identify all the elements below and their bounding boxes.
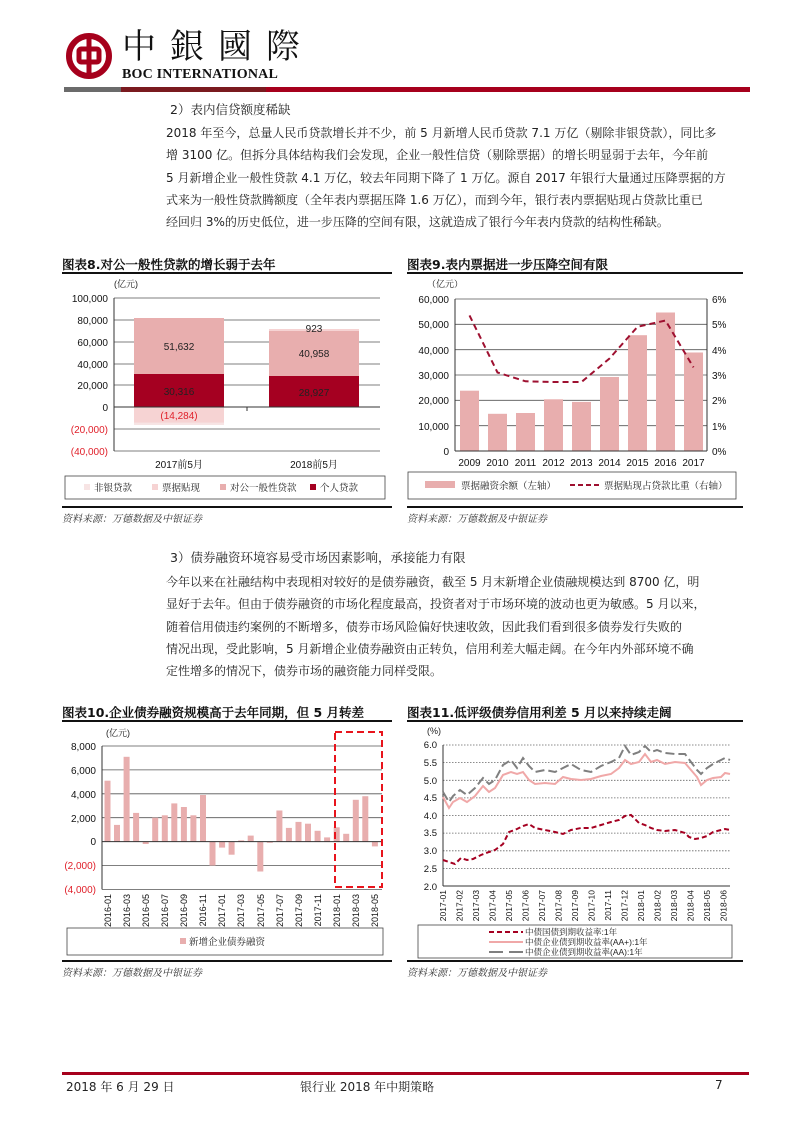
chart-10-unit: (亿元) bbox=[106, 728, 130, 738]
chart-8-plot bbox=[62, 274, 392, 506]
y-tick-left: 30,000 bbox=[418, 371, 449, 382]
legend-label: 票据贴现 bbox=[162, 483, 201, 494]
paragraph-line: 情况出现，受此影响，5 月新增企业债券融资由正转负，信用利差大幅走阔。在今年内外部环境不确 bbox=[166, 641, 694, 656]
x-tick: 2017-01 bbox=[438, 890, 448, 922]
x-tick: 2015 bbox=[626, 458, 649, 469]
y-tick: 6,000 bbox=[70, 766, 96, 777]
x-tick: 2017-01 bbox=[217, 894, 227, 928]
chart-10-plot bbox=[62, 722, 392, 962]
logo-chinese-name: 中銀國際 bbox=[122, 27, 314, 67]
y-tick: (4,000) bbox=[64, 885, 96, 896]
y-tick: 2.5 bbox=[423, 864, 437, 875]
x-tick: 2018-05 bbox=[702, 890, 712, 922]
x-tick: 2017 bbox=[682, 458, 705, 469]
x-tick: 2010 bbox=[486, 458, 509, 469]
x-tick: 2017-07 bbox=[537, 890, 547, 922]
x-tick: 2017-08 bbox=[553, 890, 564, 922]
x-tick: 2012 bbox=[542, 458, 565, 469]
y-tick: 4,000 bbox=[70, 790, 96, 801]
y-tick: 3.5 bbox=[423, 828, 437, 839]
x-tick: 2018-06 bbox=[718, 890, 729, 922]
boc-logo-icon bbox=[66, 33, 112, 79]
y-tick: 80,000 bbox=[77, 316, 108, 327]
paragraph-line: 式来为一般性贷款腾额度（全年表内票据压降 1.6 万亿），而到今年，银行表内票据贴现占贷款比重已 bbox=[166, 192, 703, 207]
chart-9-unit: （亿元） bbox=[427, 279, 464, 289]
y-tick: 60,000 bbox=[77, 338, 108, 349]
x-tick: 2017-03 bbox=[236, 894, 246, 928]
y-tick-left: 60,000 bbox=[418, 295, 449, 306]
x-tick: 2017-05 bbox=[256, 894, 266, 928]
y-tick: (2,000) bbox=[64, 861, 96, 872]
section-heading-3: 3）债券融资环境容易受市场因素影响，承接能力有限 bbox=[170, 550, 466, 565]
paragraph-line: 定性增多的情况下，债券市场的融资能力同样受限。 bbox=[166, 664, 443, 679]
chart-10-title: 图表10.企业债券融资规模高于去年同期，但 5 月转差 bbox=[62, 705, 365, 720]
y-tick: 5.0 bbox=[423, 776, 437, 787]
y-tick-left: 10,000 bbox=[418, 422, 449, 433]
x-tick: 2017-02 bbox=[454, 890, 465, 922]
y-tick: 4.0 bbox=[423, 811, 437, 822]
logo-english-name: BOC INTERNATIONAL bbox=[122, 67, 278, 82]
x-tick: 2017-06 bbox=[520, 890, 531, 922]
header-bar-red bbox=[266, 87, 750, 92]
y-tick-right: 0% bbox=[712, 447, 727, 458]
paragraph-line: 随着信用债违约案例的不断增多，债券市场风险偏好快速收敛，因此我们看到很多债券发行失败的 bbox=[166, 619, 683, 634]
x-tick: 2013 bbox=[570, 458, 593, 469]
page-number: 7 bbox=[715, 1078, 723, 1092]
y-tick-right: 1% bbox=[712, 422, 727, 433]
section-2-paragraph bbox=[166, 122, 742, 233]
y-tick: 20,000 bbox=[77, 381, 108, 392]
chart-9-bottom-rule bbox=[407, 506, 743, 508]
x-tick: 2017前5月 bbox=[155, 460, 203, 471]
header-bar-dark-red bbox=[121, 87, 266, 92]
y-tick: 3.0 bbox=[423, 846, 437, 857]
legend-label: 个人贷款 bbox=[320, 483, 359, 494]
chart-8-bottom-rule bbox=[62, 506, 392, 508]
x-tick: 2016-09 bbox=[179, 894, 189, 928]
x-tick: 2018前5月 bbox=[290, 460, 338, 471]
x-tick: 2014 bbox=[598, 458, 621, 469]
legend-label: 非银贷款 bbox=[94, 483, 133, 494]
x-tick: 2017-05 bbox=[504, 890, 514, 922]
section-3-paragraph bbox=[166, 571, 742, 682]
footer-rule bbox=[62, 1072, 749, 1075]
x-tick: 2017-03 bbox=[471, 890, 481, 922]
chart-10-bottom-rule bbox=[62, 960, 392, 962]
bar-label: 923 bbox=[305, 324, 323, 335]
y-tick-left: 20,000 bbox=[418, 396, 449, 407]
footer-date: 2018 年 6 月 29 日 bbox=[66, 1080, 175, 1094]
header-bar-gray bbox=[64, 87, 121, 92]
section-heading-2: 2）表内信贷额度稀缺 bbox=[170, 102, 291, 117]
x-tick: 2016-01 bbox=[103, 894, 113, 928]
chart-9-plot bbox=[405, 274, 741, 506]
x-tick: 2018-05 bbox=[370, 894, 380, 928]
legend-label: 票据融资余额（左轴） bbox=[461, 481, 557, 492]
y-tick-right: 2% bbox=[712, 396, 727, 407]
x-tick: 2017-12 bbox=[619, 890, 630, 922]
legend-label: 中债企业债到期收益率(AA):1年 bbox=[525, 947, 643, 957]
x-tick: 2017-09 bbox=[294, 894, 304, 928]
chart-8-unit: (亿元) bbox=[114, 279, 138, 289]
chart-11-source: 资料来源：万德数据及中银证券 bbox=[407, 968, 547, 979]
paragraph-line: 今年以来在社融结构中表现相对较好的是债券融资，截至 5 月末新增企业债融规模达到 8700 亿，明 bbox=[166, 575, 700, 589]
chart-8-title: 图表8.对公一般性贷款的增长弱于去年 bbox=[62, 257, 276, 272]
y-tick-right: 4% bbox=[712, 346, 727, 357]
y-tick: (20,000) bbox=[70, 425, 108, 436]
legend-label: 中债国债到期收益率:1年 bbox=[525, 927, 618, 937]
paragraph-line: 经回归 3%的历史低位，进一步压降的空间有限，这就造成了银行今年表内贷款的结构性稀缺。 bbox=[166, 215, 669, 230]
y-tick: 0 bbox=[102, 403, 108, 414]
x-tick: 2017-09 bbox=[570, 890, 580, 922]
x-tick: 2018-01 bbox=[636, 890, 646, 922]
chart-10-source: 资料来源：万德数据及中银证券 bbox=[62, 968, 202, 979]
chart-11-bottom-rule bbox=[407, 960, 743, 962]
x-tick: 2017-04 bbox=[487, 890, 498, 922]
legend-label: 新增企业债券融资 bbox=[189, 937, 266, 948]
legend-label: 中债企业债到期收益率(AA+):1年 bbox=[525, 937, 648, 947]
paragraph-line: 5 月新增企业一般性贷款 4.1 万亿，较去年同期下降了 1 万亿。源自 2017 年银行大量通过压降票据的方 bbox=[166, 170, 726, 185]
y-tick: 2.0 bbox=[423, 882, 437, 893]
paragraph-line: 增 3100 亿。但拆分具体结构我们会发现，企业一般性信贷（剔除票据）的增长明显弱于去年，今年前 bbox=[166, 148, 709, 163]
chart-11-title: 图表11.低评级债券信用利差 5 月以来持续走阔 bbox=[407, 705, 672, 720]
x-tick: 2016-07 bbox=[160, 894, 170, 928]
y-tick: 100,000 bbox=[71, 294, 108, 305]
chart-8-source: 资料来源：万德数据及中银证券 bbox=[62, 514, 202, 525]
bar-label: (14,284) bbox=[160, 411, 198, 422]
chart-11-unit: (%) bbox=[427, 726, 441, 736]
x-tick: 2011 bbox=[514, 458, 537, 469]
x-tick: 2017-11 bbox=[603, 890, 613, 921]
x-tick: 2016-03 bbox=[122, 894, 132, 928]
y-tick: 8,000 bbox=[70, 742, 96, 753]
y-tick: 40,000 bbox=[77, 360, 108, 371]
y-tick: 6.0 bbox=[423, 740, 437, 751]
legend-label: 对公一般性贷款 bbox=[230, 483, 297, 494]
y-tick: 4.5 bbox=[423, 793, 437, 804]
x-tick: 2016 bbox=[654, 458, 677, 469]
x-tick: 2018-01 bbox=[332, 894, 342, 928]
x-tick: 2017-11 bbox=[313, 894, 323, 927]
x-tick: 2017-10 bbox=[586, 890, 597, 922]
footer-report-title: 银行业 2018 年中期策略 bbox=[300, 1080, 435, 1094]
bar-label: 28,927 bbox=[298, 388, 330, 399]
x-tick: 2018-04 bbox=[685, 890, 696, 922]
y-tick-right: 5% bbox=[712, 320, 727, 331]
x-tick: 2018-02 bbox=[652, 890, 663, 922]
y-tick-right: 6% bbox=[712, 295, 727, 306]
x-tick: 2016-11 bbox=[198, 894, 208, 927]
y-tick-right: 3% bbox=[712, 371, 727, 382]
x-tick: 2018-03 bbox=[351, 894, 361, 928]
y-tick: 5.5 bbox=[423, 758, 437, 769]
chart-9-title: 图表9.表内票据进一步压降空间有限 bbox=[407, 257, 608, 272]
y-tick: 0 bbox=[90, 837, 96, 848]
bar-label: 51,632 bbox=[163, 342, 195, 353]
y-tick-left: 0 bbox=[443, 447, 449, 458]
chart-11-plot bbox=[405, 722, 741, 962]
paragraph-line: 2018 年至今，总量人民币贷款增长并不少，前 5 月新增人民币贷款 7.1 万亿（剔除非银贷款），同比多 bbox=[166, 126, 717, 140]
y-tick: 2,000 bbox=[70, 814, 96, 825]
chart-9-source: 资料来源：万德数据及中银证券 bbox=[407, 514, 547, 525]
bar-label: 40,958 bbox=[298, 349, 330, 360]
x-tick: 2017-07 bbox=[275, 894, 285, 928]
x-tick: 2009 bbox=[458, 458, 481, 469]
x-tick: 2016-05 bbox=[141, 894, 151, 928]
paragraph-line: 显好于去年。但由于债券融资的市场化程度最高，投资者对于市场环境的波动也更为敏感。5 月以来， bbox=[166, 597, 706, 612]
legend-label: 票据贴现占贷款比重（右轴） bbox=[604, 481, 728, 492]
y-tick-left: 40,000 bbox=[418, 346, 449, 357]
y-tick: (40,000) bbox=[70, 447, 108, 458]
x-tick: 2018-03 bbox=[669, 890, 679, 922]
bar-label: 30,316 bbox=[163, 387, 195, 398]
y-tick-left: 50,000 bbox=[418, 320, 449, 331]
